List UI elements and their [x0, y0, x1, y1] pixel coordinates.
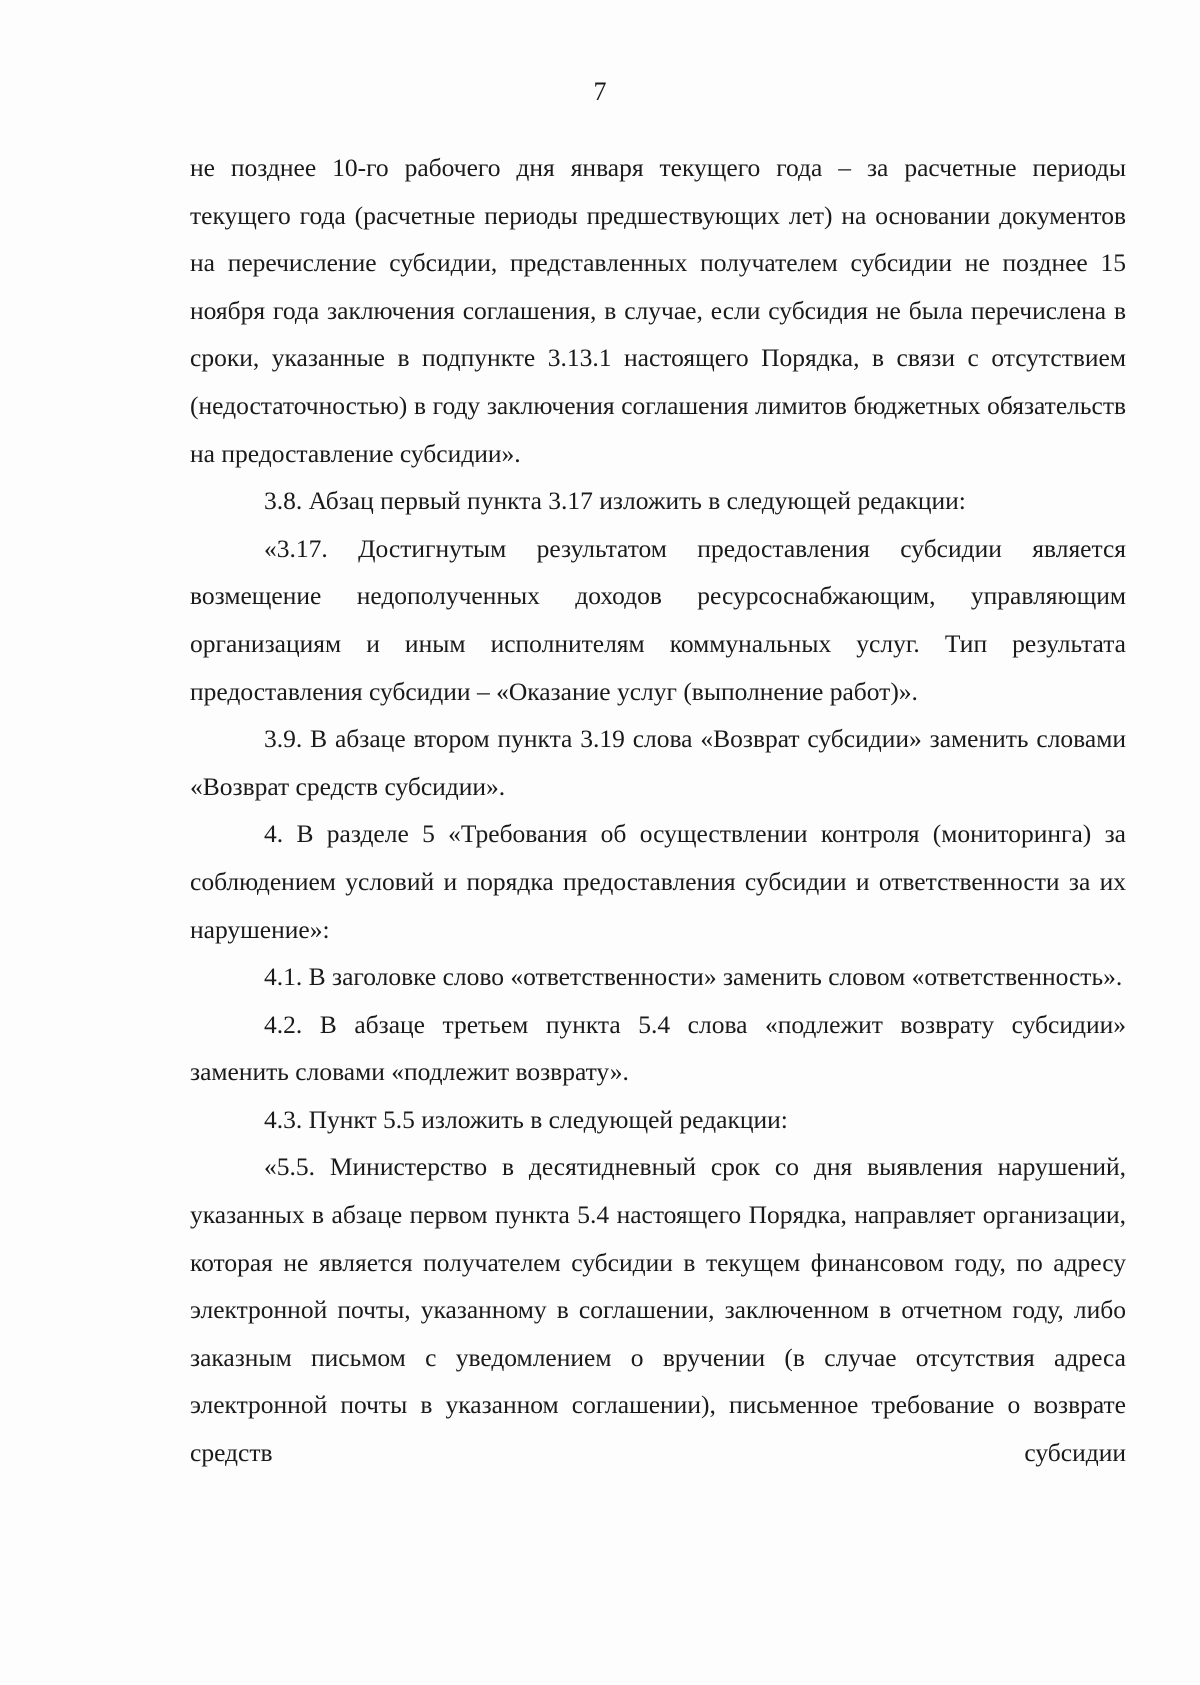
- paragraph-4: 4. В разделе 5 «Требования об осуществлении контроля (мониторинга) за соблюдением условий и порядка предоставления субсидии и ответственности за их нарушение»:: [190, 819, 1126, 944]
- paragraph-3-8: 3.8. Абзац первый пункта 3.17 изложить в следующей редакции:: [264, 486, 966, 516]
- paragraph-5-5-quote: «5.5. Министерство в десятидневный срок со дня выявления нарушений, указанных в абзаце первом пункта 5.4 настоящего Порядка, направляет организации, которая не является получателем субсидии в текущем финансовом году, по адресу электронной почты, указанному в соглашении, заключенном в отчетном году, либо заказным письмом с уведомлением о вручении (в случае отсутствия адреса электронной почты в указанном соглашении), письменное требование о возврате средств субсидии: [190, 1152, 1126, 1468]
- document-body: [190, 144, 1126, 1477]
- paragraph-3-9: 3.9. В абзаце втором пункта 3.19 слова «Возврат субсидии» заменить словами «Возврат средств субсидии».: [190, 724, 1126, 801]
- paragraph-4-3: 4.3. Пункт 5.5 изложить в следующей редакции:: [264, 1104, 788, 1134]
- page-number: 7: [593, 77, 607, 106]
- paragraph-continuation: не позднее 10-го рабочего дня января текущего года – за расчетные периоды текущего года (расчетные периоды предшествующих лет) на основании документов на перечисление субсидии, представленных получателем субсидии не позднее 15 ноября года заключения соглашения, в случае, если субсидия не была перечислена в сроки, указанные в подпункте 3.13.1 настоящего Порядка, в связи с отсутствием (недостаточностью) в году заключения соглашения лимитов бюджетных обязательств на предоставление субсидии».: [190, 153, 1126, 468]
- paragraph-4-2: 4.2. В абзаце третьем пункта 5.4 слова «подлежит возврату субсидии» заменить словами «подлежит возврату».: [190, 1009, 1126, 1087]
- paragraph-3-17-quote: «3.17. Достигнутым результатом предоставления субсидии является возмещение недополученных доходов ресурсоснабжающим, управляющим организациям и иным исполнителям коммунальных услуг. Тип результата предоставления субсидии – «Оказание услуг (выполнение работ)».: [190, 533, 1126, 706]
- paragraph-4-1: 4.1. В заголовке слово «ответственности» заменить словом «ответственность».: [264, 962, 1123, 992]
